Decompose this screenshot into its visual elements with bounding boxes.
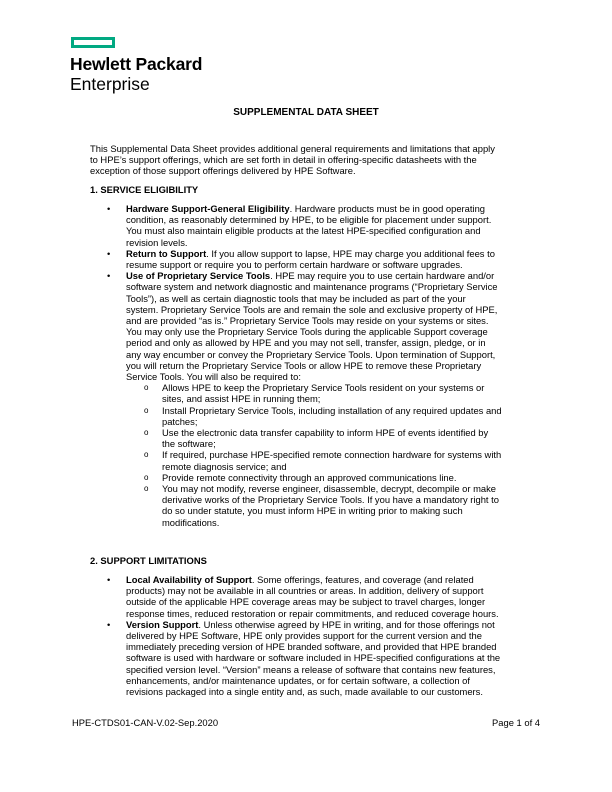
circle-bullet-icon: o [144,472,149,482]
sub-list-item: o If required, purchase HPE-specified remote connection hardware for systems with remote diagnosis service; and [144,449,502,472]
bullet-icon: • [107,270,111,282]
sub-list-item: o Use the electronic data transfer capability to inform HPE of events identified by the software; [144,427,489,450]
bullet-icon: • [107,618,111,630]
circle-bullet-icon: o [144,405,149,415]
sub-list-item: o Allows HPE to keep the Proprietary Service Tools resident on your systems or sites, and assist HPE in running them; [144,382,485,405]
support-limitations-list [90,574,530,697]
circle-bullet-icon: o [144,383,149,393]
list-item [90,203,530,248]
item-text: . Hardware products must be in good operating condition, as reasonably determined by HPE, to be eligible for placement under support. You must also maintain eligible products at the latest HPE-specified configuration and revision levels. [126,203,492,248]
section-heading-support-limitations: 2. SUPPORT LIMITATIONS [90,555,207,566]
document-title: SUPPLEMENTAL DATA SHEET [233,107,379,118]
item-text: . Unless otherwise agreed by HPE in writing, and for those offerings not delivered by HPE Software, HPE only provides support for the current version and the immediately preceding version of HPE branded software, and provided that HPE branded software is used with hardware or software included in HPE-specified configurations at the specified version level. “Version” means a release of software that contains new features, enhancements, and/or maintenance updates, or for certain software, a collection of revisions packaged into a single entity and, as such, made available to our customers. [126,618,501,698]
footer-page-number: Page 1 of 4 [492,717,540,728]
intro-paragraph: This Supplemental Data Sheet provides additional general requirements and limitations that apply to HPE’s support offerings, which are set forth in detail in offering-specific datasheets with the exception of those support offerings delivered by HPE Software. [90,143,495,177]
item-text: . Some offerings, features, and coverage (and related products) may not be available in all countries or areas. In addition, delivery of support outside of the applicable HPE coverage areas may be subject to travel charges, longer response times, reduced restoration or repair commitments, and reduced coverage hours. [126,574,499,619]
section-heading-service-eligibility: 1. SERVICE ELIGIBILITY [90,184,199,195]
item-lead: Use of Proprietary Service Tools [126,270,271,282]
item-text: . HPE may require you to use certain hardware and/or software system and network diagnostic and maintenance programs (“Proprietary Service Tools”), as well as certain diagnostic tools that may be included as part of the your system. Proprietary Service Tools are and remain the sole and exclusive property of HPE, and are provided “as is.” Proprietary Service Tools may reside on your systems or sites. You may only use the Proprietary Service Tools during the applicable Support coverage period and only as allowed by HPE and you may not sell, transfer, assign, pledge, or in any way encumber or convey the Proprietary Service Tools. Upon termination of Support, you will return the Proprietary Service Tools or allow HPE to remove these Proprietary Service Tools. You will also be required to: [126,270,498,383]
list-item [90,270,530,528]
item-lead: Local Availability of Support [126,574,252,585]
logo-text-line2: Enterprise [70,74,150,94]
circle-bullet-icon: o [144,428,149,438]
circle-bullet-icon: o [144,484,149,494]
sub-list-item: o You may not modify, reverse engineer, disassemble, decrypt, decompile or make derivative works of the Proprietary Service Tools. If you have a mandatory right to do so under statute, you must inform HPE in writing prior to making such modifications. [144,483,499,528]
logo-text-line1: Hewlett Packard [70,54,203,74]
footer-document-id: HPE-CTDS01-CAN-V.02-Sep.2020 [72,717,219,728]
item-lead: Version Support [126,618,199,630]
proprietary-tools-requirements-list [126,382,530,528]
item-lead: Hardware Support-General Eligibility [126,203,290,214]
list-item [90,574,530,619]
service-eligibility-list [90,203,530,528]
list-item [90,619,530,697]
bullet-icon: • [107,203,111,214]
circle-bullet-icon: o [144,450,149,460]
sub-list-item: o Install Proprietary Service Tools, including installation of any required updates and patches; [144,404,502,427]
hpe-logo-mark [71,37,115,48]
bullet-icon: • [107,574,111,585]
item-lead: Return to Support [126,247,207,259]
sub-list-item: o Provide remote connectivity through an approved communications line. [144,471,457,483]
list-item [90,248,530,270]
bullet-icon: • [107,247,111,259]
item-text: . If you allow support to lapse, HPE may charge you additional fees to resume support or require you to perform certain hardware or software upgrades. [126,247,495,271]
